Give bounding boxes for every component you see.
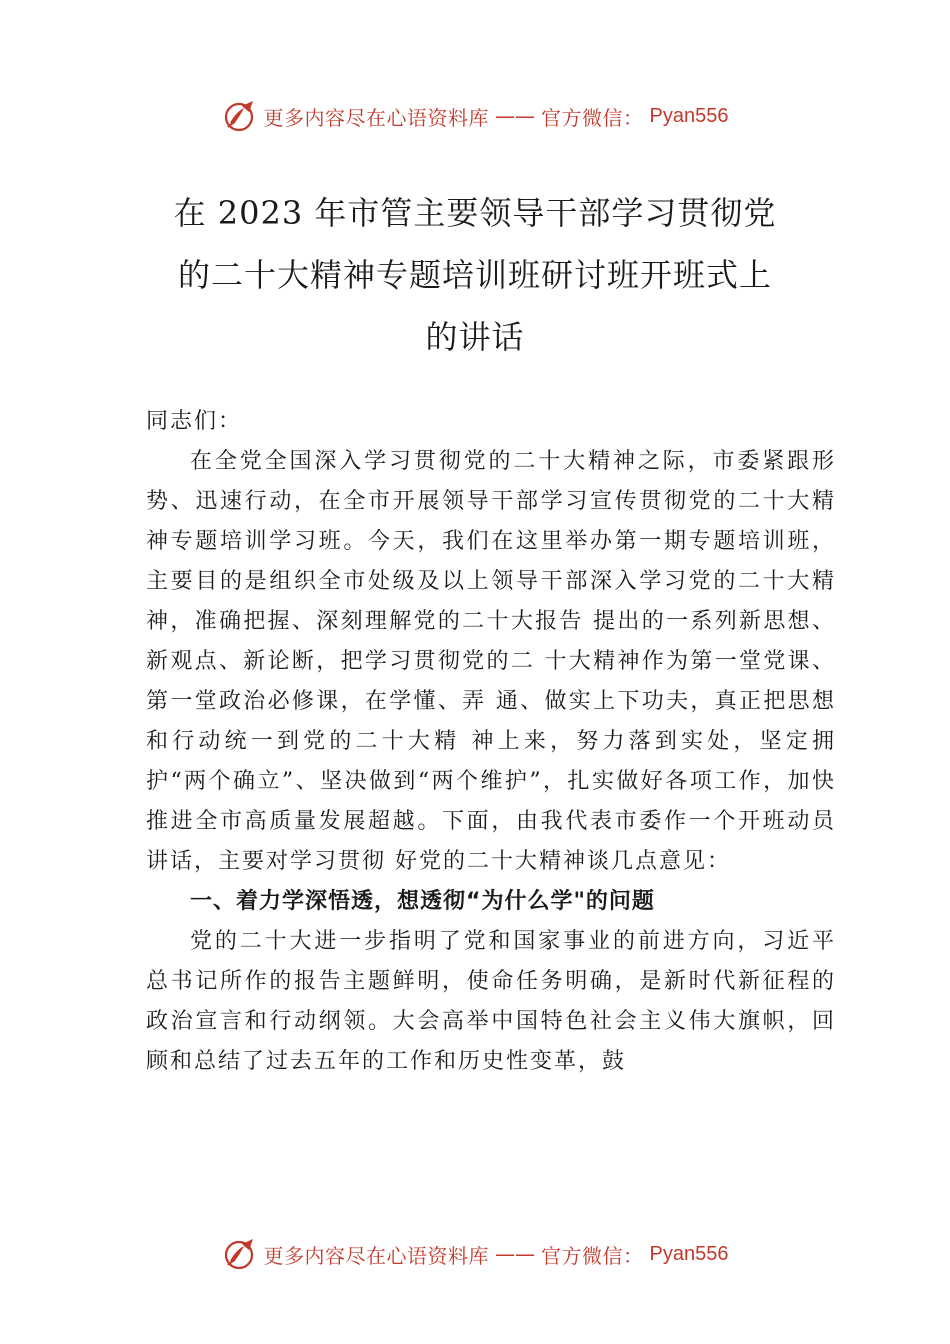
title-line-2: 的二十大精神专题培训班研讨班开班式上 <box>177 256 772 294</box>
watermark-label: 官方微信： <box>541 1243 644 1268</box>
quill-logo-icon <box>222 98 258 134</box>
quill-logo-icon <box>222 1236 258 1272</box>
watermark-dash: —— <box>495 1242 536 1266</box>
document-title <box>100 182 850 368</box>
title-line-1: 在 2023 年市管主要领导干部学习贯彻党 <box>173 194 777 232</box>
section-heading-1: 一、着力学深悟透，想透彻“为什么学"的问题 <box>190 889 655 914</box>
document-body <box>146 402 836 1082</box>
watermark-label: 官方微信： <box>541 105 644 130</box>
watermark-text: 更多内容尽在心语资料库 <box>263 1243 490 1268</box>
watermark-dash: —— <box>495 104 536 128</box>
title-line-3: 的讲话 <box>425 318 525 356</box>
paragraph-2: 党的二十大进一步指明了党和国家事业的前进方向，习近平总书记所作的报告主题鲜明，使命任务明确，是新时代新征程的政治宣言和行动纲领。大会高举中国特色社会主义伟大旗帜，回顾和总结了过去五年的工作和历史性变革，鼓 <box>146 929 836 1074</box>
paragraph-1: 在全党全国深入学习贯彻党的二十大精神之际，市委紧跟形势、迅速行动，在全市开展领导干部学习宣传贯彻党的二十大精神专题培训学习班。今天，我们在这里举办第一期专题培训班，主要目的是组织全市处级及以上领导干部深入学习党的二十大精神，准确把握、深刻理解党的二十大报告 提出的一系列新思想、新观点、新论断，把学习贯彻党的二 十大精神作为第一堂党课、第一堂政治必修课，在学懂、弄 通、做实上下功夫，真正把思想和行动统一到党的二十大精 神上来，努力落到实处，坚定拥护“两个确立”、坚决做到“两个维护”，扎实做好各项工作，加快推进全市高质量发展超越。下面，由我代表市委作一个开班动员讲话，主要对学习贯彻 好党的二十大精神谈几点意见： <box>146 449 836 874</box>
watermark-id: Pyan556 <box>649 104 729 127</box>
watermark-text: 更多内容尽在心语资料库 <box>263 105 490 130</box>
salutation: 同志们： <box>146 409 243 434</box>
footer-watermark <box>0 1234 950 1274</box>
watermark-id: Pyan556 <box>649 1242 729 1265</box>
header-watermark <box>0 96 950 136</box>
